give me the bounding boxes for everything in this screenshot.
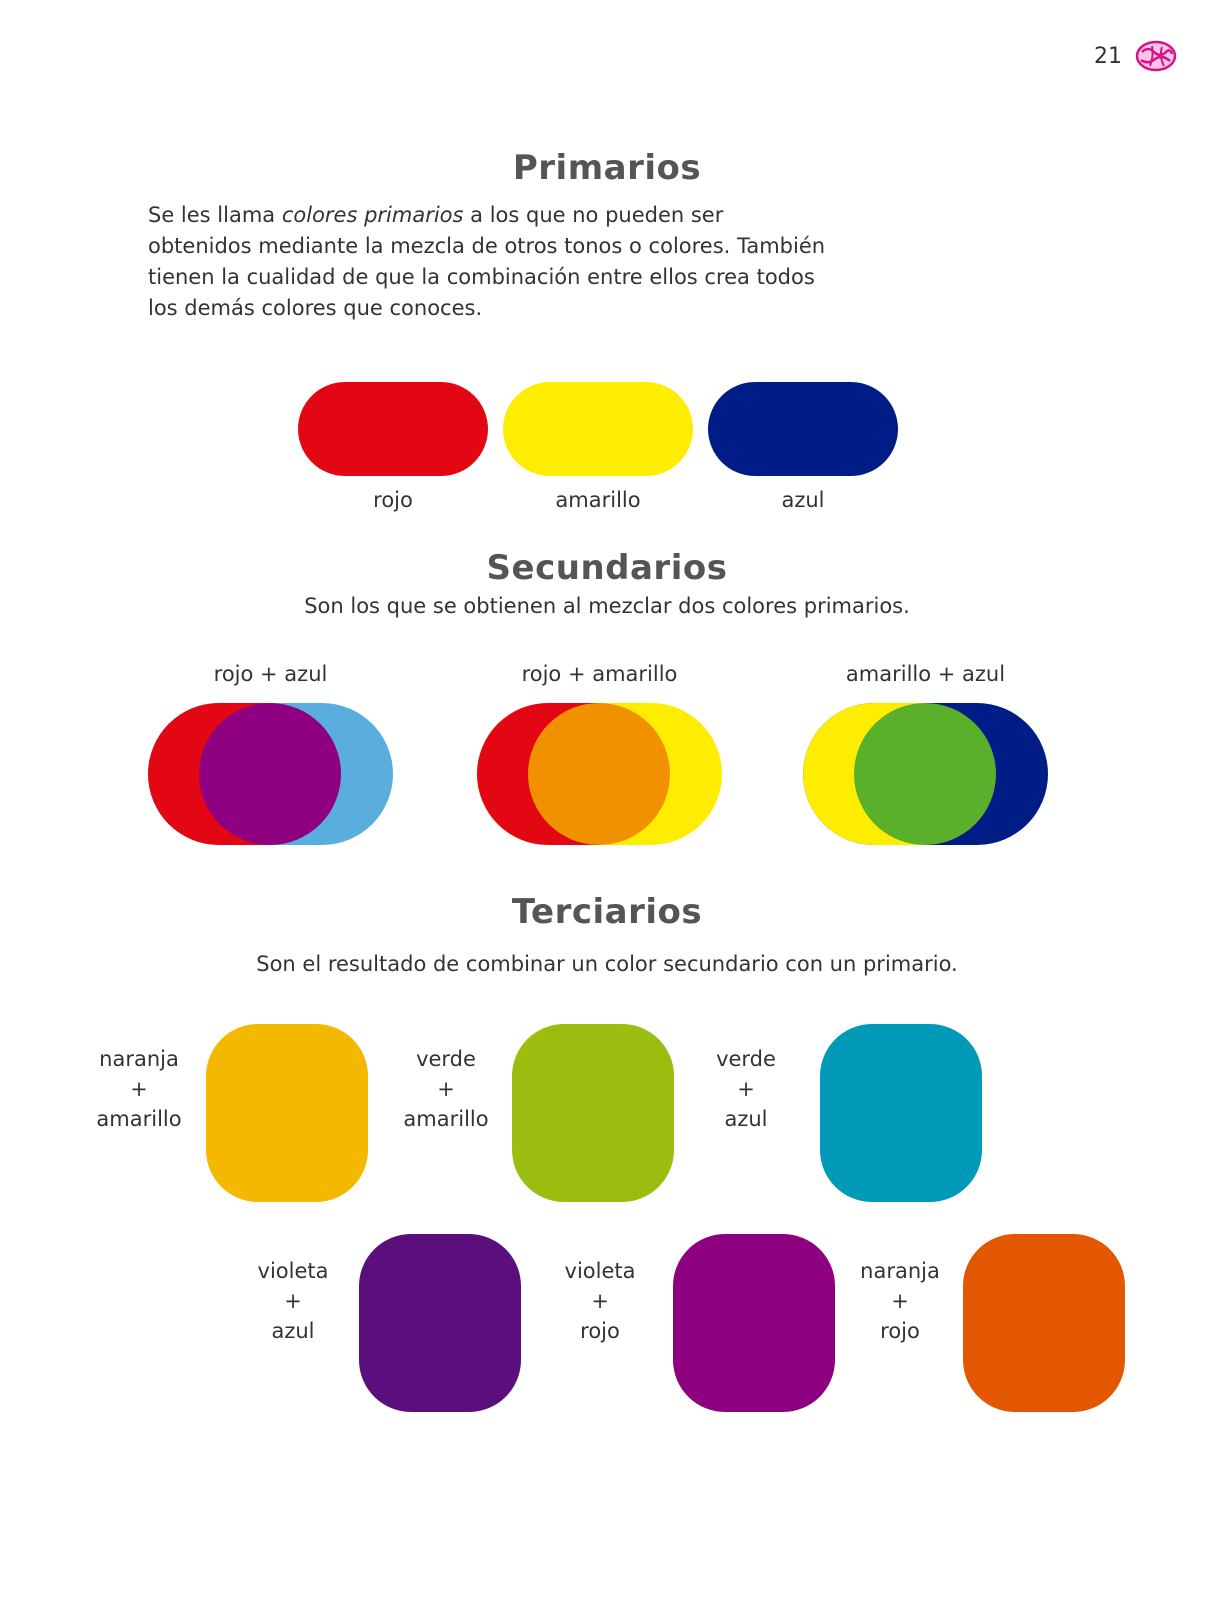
terciarios-description: Son el resultado de combinar un color secundario con un primario.: [256, 952, 958, 976]
recipe-plus: +: [591, 1289, 609, 1313]
intro-text-emphasis: colores primarios: [281, 203, 464, 227]
recipe-line: verde: [416, 1047, 476, 1071]
recipe-line: naranja: [860, 1259, 940, 1283]
brain-logo-icon: [1134, 38, 1178, 74]
mix-label: amarillo + azul: [845, 662, 1006, 686]
mix-result-color: [199, 703, 341, 845]
tertiary-recipe: [238, 1256, 348, 1346]
swatch-azul: [708, 382, 898, 476]
mix-result-color: [528, 703, 670, 845]
recipe-line: naranja: [99, 1047, 179, 1071]
tertiary-swatch: [820, 1024, 982, 1202]
section-title-terciarios: Terciarios: [511, 892, 703, 932]
recipe-line: azul: [271, 1319, 315, 1343]
intro-text-end: a los que no pueden ser obtenidos mediante la mezcla de otros tonos o colores. También tienen la cualidad de que la combinación entre ellos crea todos los demás colores que conoces.: [148, 203, 826, 320]
recipe-line: violeta: [257, 1259, 329, 1283]
section-title-primarios: Primarios: [512, 148, 702, 188]
intro-text-start: Se les llama: [148, 203, 282, 227]
mix-diagram-rojo-amarillo: [477, 703, 722, 845]
mix-diagram-amarillo-azul: [803, 703, 1048, 845]
mix-result-color: [854, 703, 996, 845]
recipe-line: verde: [716, 1047, 776, 1071]
tertiary-swatch: [512, 1024, 674, 1202]
tertiary-swatch: [359, 1234, 521, 1412]
tertiary-swatch: [206, 1024, 368, 1202]
recipe-line: azul: [724, 1107, 768, 1131]
tertiary-swatch: [673, 1234, 835, 1412]
swatch-rojo: [298, 382, 488, 476]
tertiary-recipe: [391, 1044, 501, 1134]
recipe-line: amarillo: [96, 1107, 182, 1131]
page-number: 21: [1094, 44, 1122, 69]
tertiary-recipe: [545, 1256, 655, 1346]
recipe-plus: +: [737, 1077, 755, 1101]
recipe-plus: +: [130, 1077, 148, 1101]
section-title-secundarios: Secundarios: [486, 548, 728, 588]
tertiary-swatch: [963, 1234, 1125, 1412]
recipe-plus: +: [437, 1077, 455, 1101]
swatch-amarillo: [503, 382, 693, 476]
mix-label: rojo + azul: [213, 662, 328, 686]
recipe-plus: +: [284, 1289, 302, 1313]
mix-diagram-rojo-azul: [148, 703, 393, 845]
secundarios-description: Son los que se obtienen al mezclar dos colores primarios.: [304, 594, 910, 618]
recipe-line: rojo: [580, 1319, 620, 1343]
recipe-line: rojo: [880, 1319, 920, 1343]
tertiary-recipe: [691, 1044, 801, 1134]
tertiary-recipe: [84, 1044, 194, 1134]
swatch-label: amarillo: [555, 488, 641, 512]
tertiary-recipe: [845, 1256, 955, 1346]
mix-label: rojo + amarillo: [521, 662, 678, 686]
primarios-intro: [148, 200, 828, 324]
recipe-line: amarillo: [403, 1107, 489, 1131]
swatch-label: azul: [781, 488, 825, 512]
recipe-line: violeta: [564, 1259, 636, 1283]
recipe-plus: +: [891, 1289, 909, 1313]
swatch-label: rojo: [373, 488, 413, 512]
